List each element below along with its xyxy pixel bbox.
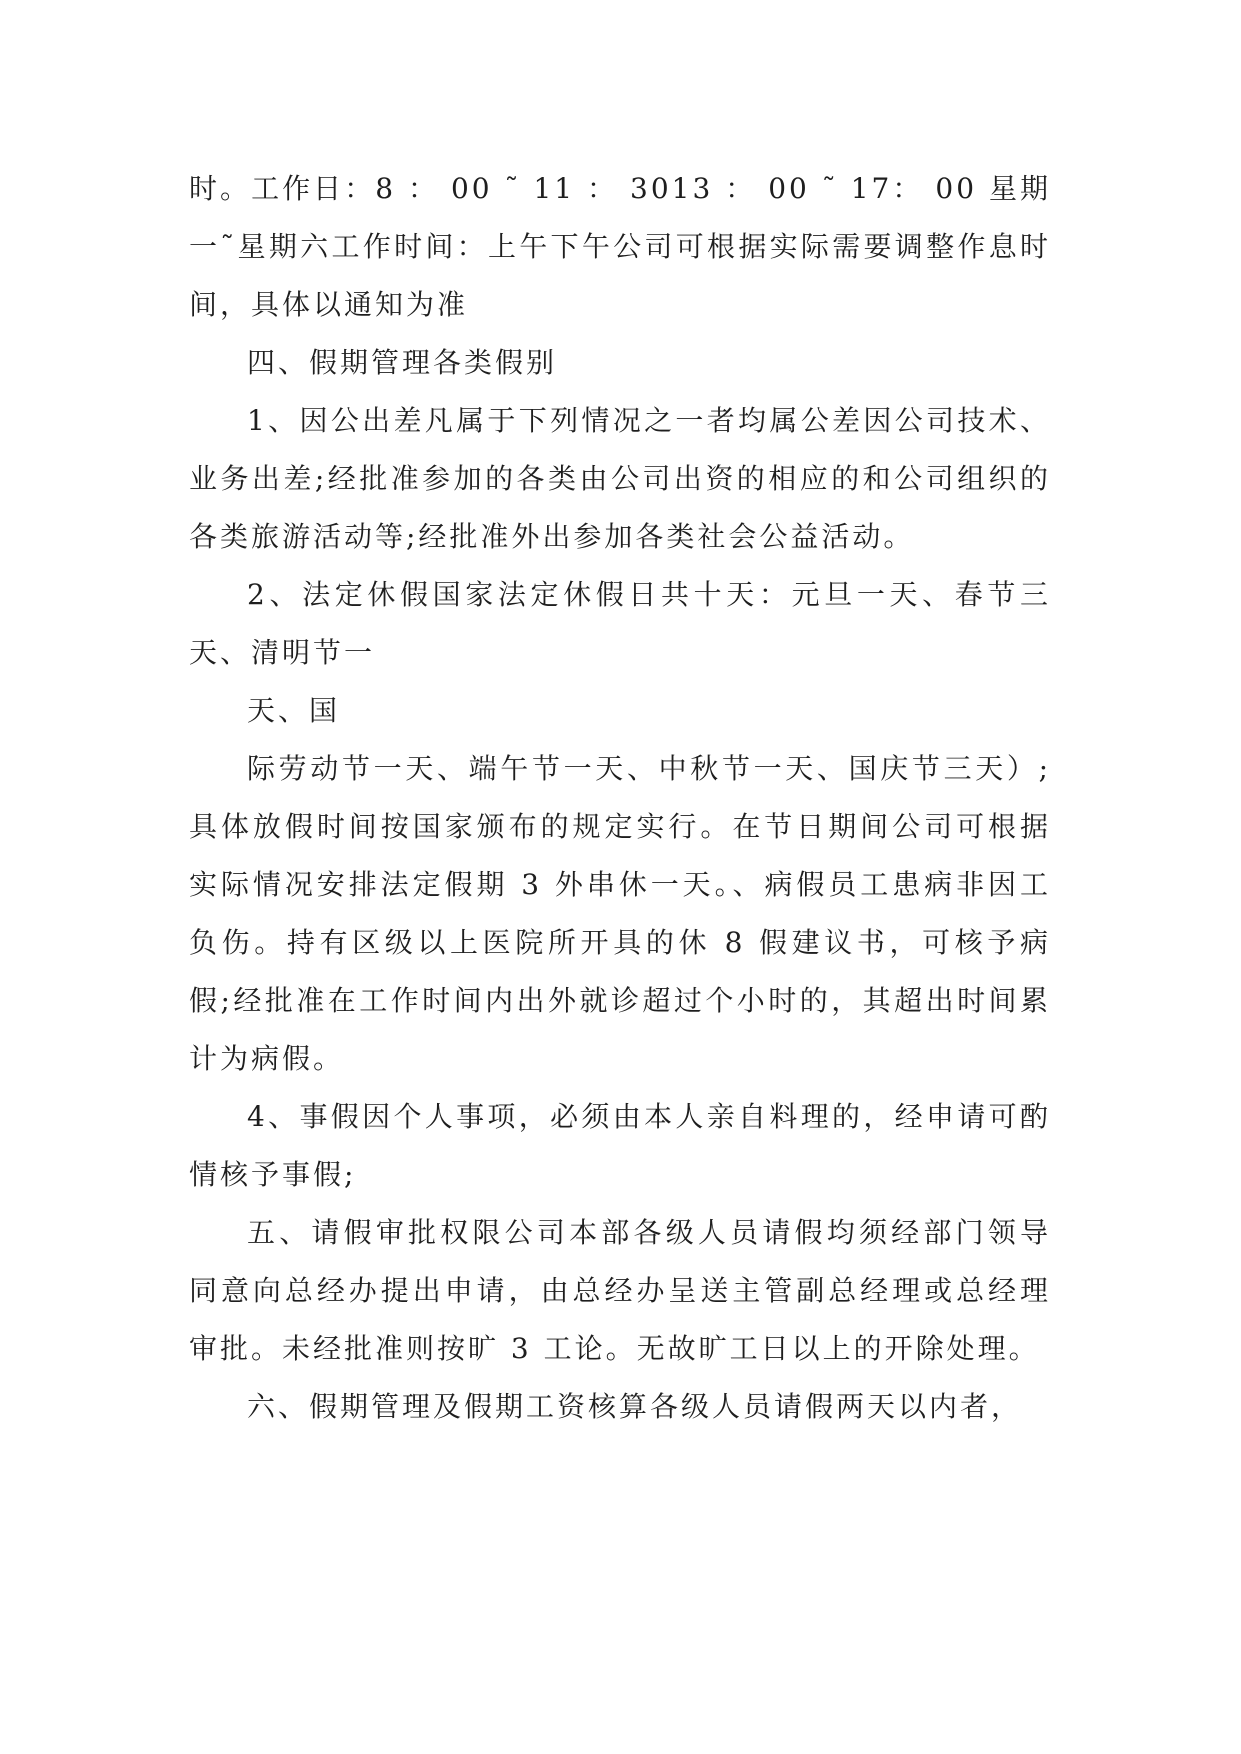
paragraph-section-5-approval: 五、请假审批权限公司本部各级人员请假均须经部门领导同意向总经办提出申请，由总经办呈送主管副总经理或总经理审批。未经批准则按旷 3 工论。无故旷工日以上的开除处理。	[189, 1216, 1051, 1365]
paragraph-work-hours: 时。工作日：8 ： 00 ˜ 11 ： 3013 ： 00 ˜ 17： 00 星期一˜星期六工作时间：上午下午公司可根据实际需要调整作息时间，具体以通知为准	[189, 172, 1051, 321]
paragraph-holiday-details: 际劳动节一天、端午节一天、中秋节一天、国庆节三天）;具体放假时间按国家颁布的规定实行。在节日期间公司可根据实际情况安排法定假期 3 外串休一天。、病假员工患病非因工负伤。持有区级以上医院所开具的休 8 假建议书，可核予病假;经批准在工作时间内出外就诊超过个小时的，其超出时间累计为病假。	[189, 752, 1051, 1075]
paragraph-section-4-heading: 四、假期管理各类假别	[247, 346, 558, 379]
paragraph-personal-leave: 4、事假因个人事项，必须由本人亲自料理的，经申请可酌情核予事假;	[189, 1100, 1051, 1191]
paragraph-business-trip: 1、因公出差凡属于下列情况之一者均属公差因公司技术、业务出差;经批准参加的各类由公司出资的相应的和公司组织的各类旅游活动等;经批准外出参加各类社会公益活动。	[189, 404, 1051, 553]
paragraph-section-6-leave-pay: 六、假期管理及假期工资核算各级人员请假两天以内者，	[247, 1390, 1023, 1423]
paragraph-statutory-holiday: 2、法定休假国家法定休假日共十天：元旦一天、春节三天、清明节一	[189, 578, 1051, 669]
paragraph-fragment: 天、国	[247, 694, 341, 727]
document-body	[189, 160, 1051, 1436]
